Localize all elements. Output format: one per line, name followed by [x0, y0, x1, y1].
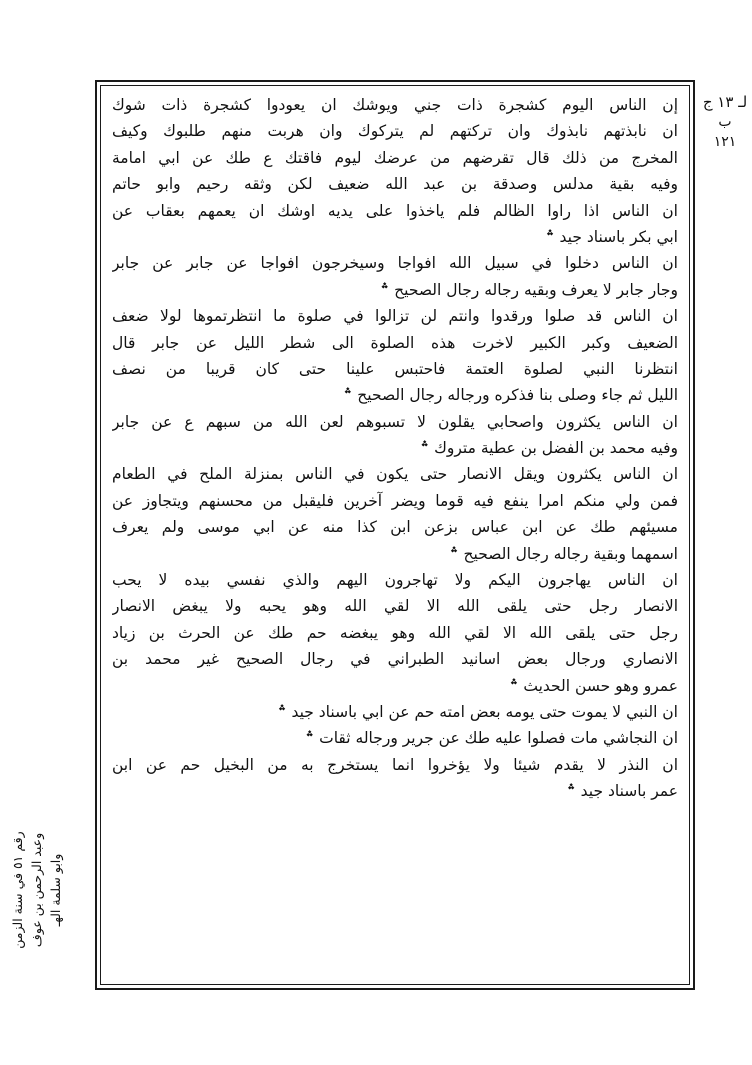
margin-folio-line: ب	[718, 114, 732, 130]
margin-folio-line: لـ ١٣ ج	[702, 93, 748, 111]
text-line: ان نابذتهم نابذوك وان تركتهم لم يتركوك وان هربت منهم طلبوك وكيف	[112, 122, 678, 141]
text-line: المخرج من ذلك قال تقرضهم من عرضك ليوم فاقتك ع طك عن ابي امامة	[112, 148, 678, 167]
text-line: فمن ولي منكم امرا ينفع فيه قوما ويضر آخرين فليقبل من محسنهم ويتجاوز عن	[112, 491, 678, 510]
text-line: وجار جابر لا يعرف وبقيه رجاله رجال الصحيح ؞	[380, 280, 678, 299]
text-line: عمر باسناد جيد ؞	[566, 782, 678, 801]
text-line: الانصار رجل حتى يلقى الله الا لقي الله وهو يحبه ولا يبغض الانصار	[112, 597, 678, 616]
margin-note-line: وعبد الرحمن بن عوف	[29, 832, 44, 948]
text-line: ان النذر لا يقدم شيئا ولا يؤخروا انما يستخرج به من البخيل حم عن ابن	[112, 755, 678, 774]
text-line: انتظرنا النبي لصلوة العتمة فاحتبس علينا حتى كان قريبا من نصف	[112, 359, 678, 378]
text-line: ان النبي لا يموت حتى يومه بعض امته حم عن ابي باسناد جيد ؞	[277, 702, 678, 721]
margin-folio-note	[700, 92, 750, 152]
margin-side-note	[8, 820, 70, 960]
text-line: ان الناس يكثرون ويقل الانصار حتى يكون في الناس بمنزلة الملح في الطعام	[112, 465, 678, 484]
text-line: ان الناس يكثرون واصحابي يقلون لا تسبوهم لعن الله من سبهم ع عن جابر	[112, 412, 678, 431]
text-line: ابي بكر باسناد جيد ؞	[545, 227, 678, 246]
text-line: وفيه بقية مدلس وصدقة بن عبد الله ضعيف لكن وثقه رحيم وابو حاتم	[112, 175, 678, 194]
text-line: ان الناس قد صلوا ورقدوا وانتم لن تزالوا في صلوة ما انتظرتموها لولا ضعف	[112, 307, 678, 326]
text-line: ان النجاشي مات فصلوا عليه طك عن جرير ورجاله ثقات ؞	[305, 729, 678, 748]
text-line: رجل حتى يلقى الله الا لقي الله وهو يبغضه حم طك عن الحرث بن زياد	[112, 623, 678, 642]
text-line: الضعيف وكبر الكبير لاخرت هذه الصلوة الى شطر الليل عن جابر قال	[112, 333, 678, 352]
text-line: اسمهما وبقية رجاله رجال الصحيح ؞	[449, 544, 678, 563]
text-line: ان الناس دخلوا في سبيل الله افواجا وسيخرجون افواجا عن جابر عن جابر	[112, 254, 678, 273]
manuscript-text	[112, 92, 678, 805]
text-line: ان الناس يهاجرون اليكم ولا تهاجرون اليهم والذي نفسي بيده لا يحب	[112, 571, 678, 590]
text-line: الليل ثم جاء وصلى بنا فذكره ورجاله رجال الصحيح ؞	[343, 386, 678, 405]
text-line: مسيئهم طك عن ابن عباس بزعن ابن كذا منه عن ابي موسى ولم يعرف	[112, 518, 678, 537]
text-line: إن الناس اليوم كشجرة ذات جني ويوشك ان يعودوا كشجرة ذات شوك	[112, 96, 678, 114]
text-line: ان الناس اذا راوا الظالم فلم ياخذوا على يديه اوشك ان يعمهم بعقاب عن	[112, 201, 678, 220]
text-line: وفيه محمد بن الفضل بن عطية متروك ؞	[420, 439, 678, 458]
margin-folio-line: ١٢١	[713, 134, 737, 150]
margin-note-line: رقم ٥١ في سنة الزمن	[10, 831, 25, 949]
margin-note-line: وابو سلمة الهـ	[48, 853, 63, 927]
text-line: الانصاري ورجال بعض اسانيد الطبراني في رجال الصحيح غير محمد بن	[112, 650, 678, 669]
text-line: عمرو وهو حسن الحديث ؞	[509, 676, 678, 695]
